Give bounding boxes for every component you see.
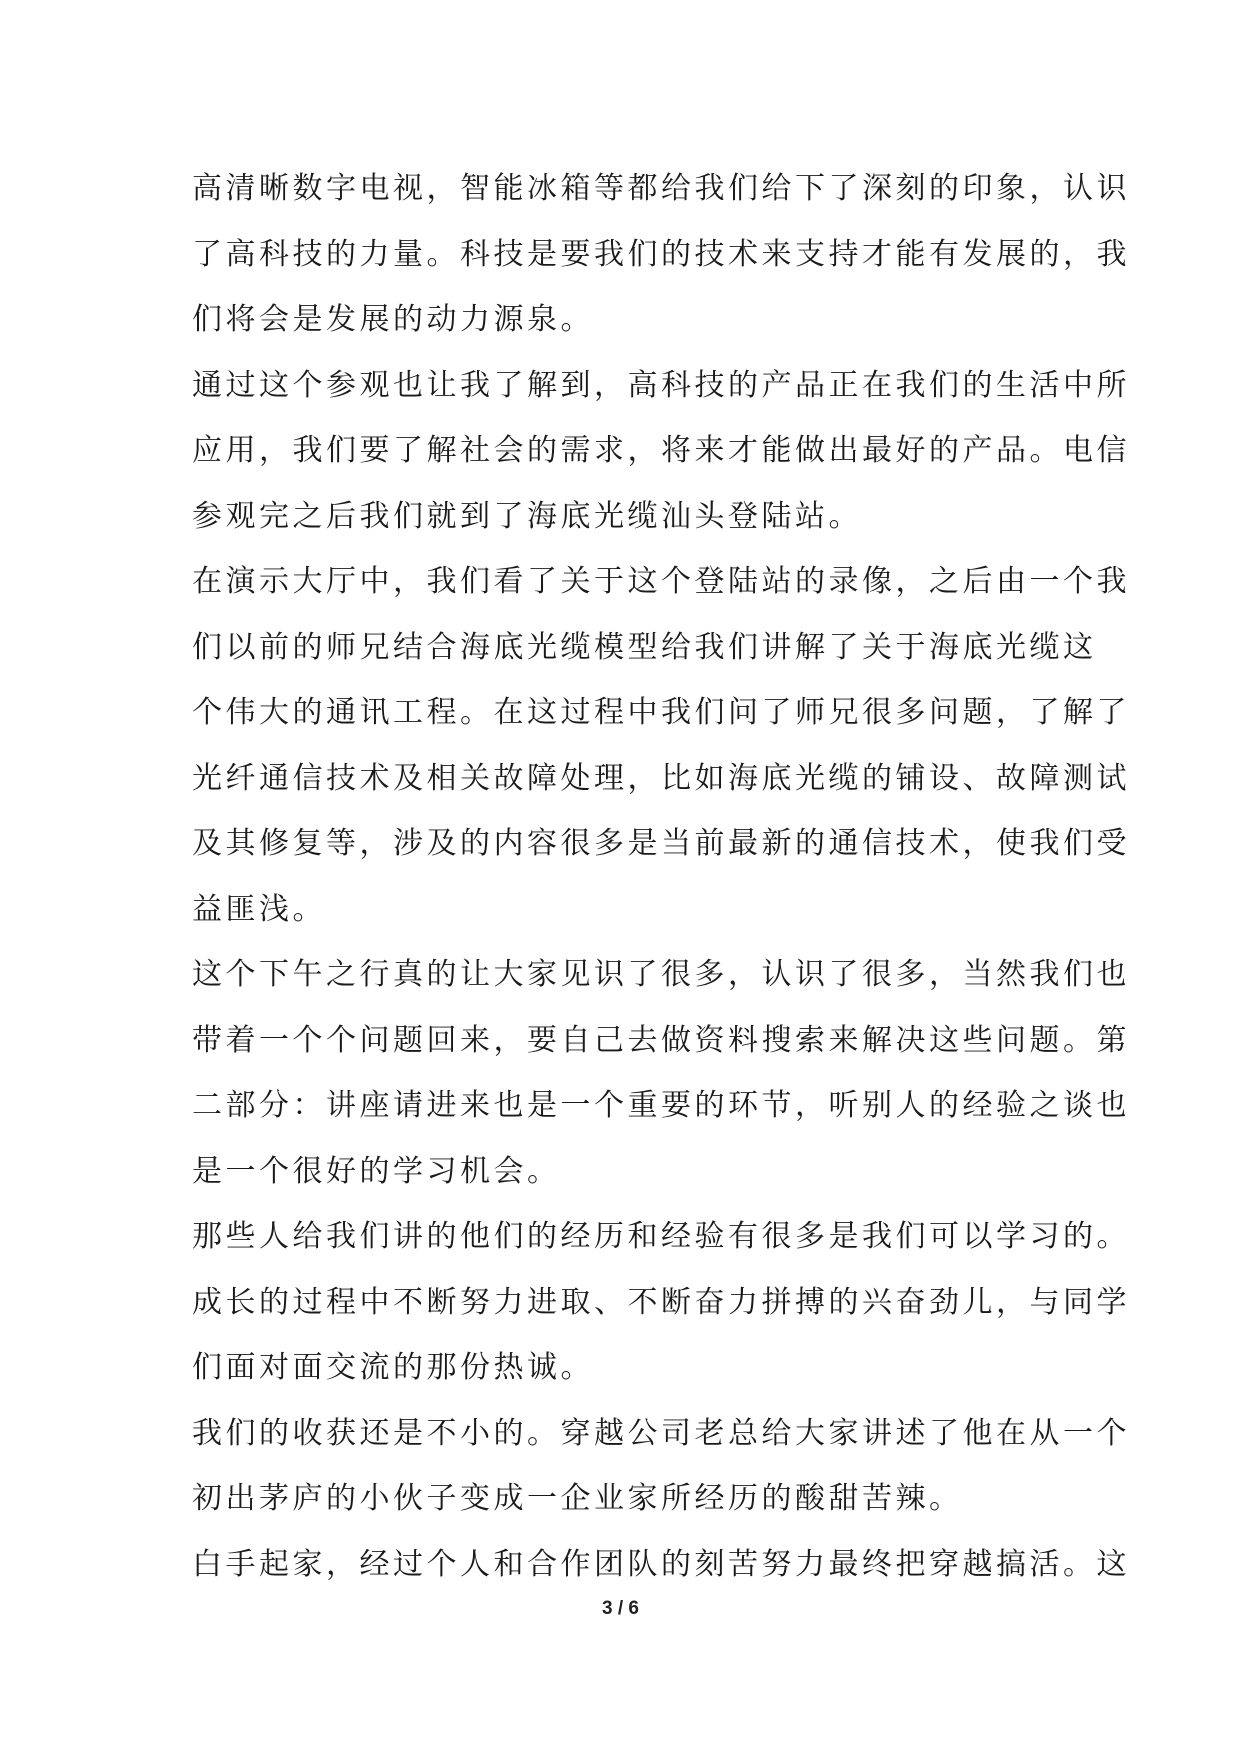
text-line: 个伟大的通讯工程。在这过程中我们问了师兄很多问题，了解了 <box>192 695 1130 730</box>
text-line: 高清晰数字电视，智能冰箱等都给我们给下了深刻的印象，认识 <box>192 171 1130 206</box>
text-line: 及其修复等，涉及的内容很多是当前最新的通信技术，使我们受 <box>192 826 1130 861</box>
text-line: 参观完之后我们就到了海底光缆汕头登陆站。 <box>192 498 862 534</box>
text-line: 二部分：讲座请进来也是一个重要的环节，听别人的经验之谈也 <box>192 1088 1130 1123</box>
text-line: 们面对面交流的那份热诚。 <box>192 1350 594 1385</box>
text-line: 光纤通信技术及相关故障处理，比如海底光缆的铺设、故障测试 <box>192 760 1130 796</box>
text-line: 是一个很好的学习机会。 <box>192 1153 561 1189</box>
text-line: 们以前的师兄结合海底光缆模型给我们讲解了关于海底光缆这 <box>192 629 1097 665</box>
document-body <box>192 156 1130 1597</box>
text-line: 我们的收获还是不小的。穿越公司老总给大家讲述了他在从一个 <box>192 1415 1130 1451</box>
text-line: 成长的过程中不断努力进取、不断奋力拼搏的兴奋劲儿，与同学 <box>192 1284 1130 1320</box>
text-line: 们将会是发展的动力源泉。 <box>192 302 594 337</box>
text-line: 初出茅庐的小伙子变成一企业家所经历的酸甜苦辣。 <box>192 1481 963 1516</box>
text-line: 应用，我们要了解社会的需求，将来才能做出最好的产品。电信 <box>192 433 1130 468</box>
text-line: 那些人给我们讲的他们的经历和经验有很多是我们可以学习的。 <box>192 1219 1130 1254</box>
text-line: 带着一个个问题回来，要自己去做资料搜索来解决这些问题。第 <box>192 1022 1130 1058</box>
text-line: 白手起家，经过个人和合作团队的刻苦努力最终把穿越搞活。这 <box>192 1546 1130 1582</box>
text-line: 了高科技的力量。科技是要我们的技术来支持才能有发展的，我 <box>192 236 1130 272</box>
text-line: 在演示大厅中，我们看了关于这个登陆站的录像，之后由一个我 <box>192 564 1130 599</box>
text-line: 通过这个参观也让我了解到，高科技的产品正在我们的生活中所 <box>192 367 1130 403</box>
page-number: 3 / 6 <box>602 1598 639 1619</box>
text-line: 这个下午之行真的让大家见识了很多，认识了很多，当然我们也 <box>192 957 1130 992</box>
text-line: 益匪浅。 <box>192 891 326 927</box>
